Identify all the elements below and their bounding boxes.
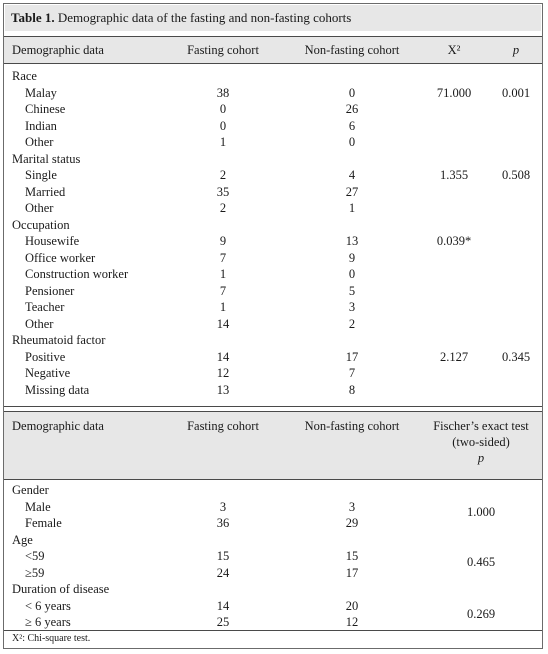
row-label: Other [25, 316, 54, 331]
table2-header-nonfasting: Non-fasting cohort [304, 419, 400, 433]
fasting-value: 3 [219, 499, 227, 514]
row-label: Other [25, 201, 54, 215]
table1-header-demographic: Demographic data [12, 43, 104, 57]
fasting-value: 38 [216, 85, 230, 100]
nonfasting-value: 3 [348, 300, 356, 314]
nonfasting-value: 0 [348, 85, 356, 100]
group-label: Gender [12, 483, 49, 497]
table1-header-chisquare: X² [447, 43, 461, 57]
table-number: Table 1. [11, 10, 55, 25]
fasting-value: 14 [216, 316, 230, 331]
group-label: Race [12, 69, 37, 83]
nonfasting-value: 6 [348, 118, 356, 133]
row-label: Female [25, 516, 62, 530]
nonfasting-value: 9 [348, 250, 356, 265]
row-label: Positive [25, 349, 66, 364]
table2-p-gender: 1.000 [466, 505, 496, 519]
chisquare-value: 2.127 [439, 349, 469, 364]
fasting-value: 7 [219, 283, 227, 298]
fasting-value: 25 [216, 615, 230, 629]
fasting-value: 2 [219, 201, 227, 215]
row-label: Malay [25, 85, 57, 100]
group-label: Rheumatoid factor [12, 333, 106, 347]
row-label: ≥ 6 years [25, 615, 71, 629]
table1-header-rule [4, 63, 542, 64]
chisquare-value: 1.355 [439, 168, 469, 182]
table2-header-rule [4, 479, 542, 480]
nonfasting-value: 3 [348, 499, 356, 514]
table2-header-exact-test: Fischer’s exact test [433, 419, 529, 433]
nonfasting-value: 17 [345, 565, 359, 580]
nonfasting-value: 29 [345, 516, 359, 530]
fasting-value: 1 [219, 267, 227, 281]
fasting-value: 9 [219, 234, 227, 248]
table2-bottom-rule [4, 630, 542, 631]
table1-header-p: p [512, 43, 520, 57]
chisquare-value: 0.039* [436, 234, 472, 248]
table2-header-p: p [477, 451, 485, 465]
fasting-value: 0 [219, 118, 227, 133]
nonfasting-value: 13 [345, 234, 359, 248]
table2-header-demographic: Demographic data [12, 419, 104, 433]
row-label: Married [25, 184, 66, 199]
nonfasting-value: 5 [348, 283, 356, 298]
row-label: ≥59 [25, 565, 45, 580]
nonfasting-value: 0 [348, 267, 356, 281]
nonfasting-value: 17 [345, 349, 359, 364]
row-label: Chinese [25, 102, 66, 116]
table1-header-fasting: Fasting cohort [187, 43, 259, 57]
row-label: Single [25, 168, 57, 182]
nonfasting-value: 8 [348, 382, 356, 397]
nonfasting-value: 7 [348, 366, 356, 380]
table-caption [5, 5, 541, 31]
nonfasting-value: 26 [345, 102, 359, 116]
group-label: Duration of disease [12, 582, 110, 596]
row-label: Negative [25, 366, 71, 380]
fasting-value: 14 [216, 598, 230, 613]
nonfasting-value: 15 [345, 549, 359, 563]
row-label: Housewife [25, 234, 80, 248]
chisquare-value: 71.000 [436, 85, 472, 100]
row-label: Teacher [25, 300, 65, 314]
table-title: Demographic data of the fasting and non-fasting cohorts [57, 10, 352, 25]
fasting-value: 13 [216, 382, 230, 397]
nonfasting-value: 4 [348, 168, 356, 182]
fasting-value: 36 [216, 516, 230, 530]
row-label: Missing data [25, 382, 90, 397]
table2-header-fasting: Fasting cohort [187, 419, 259, 433]
nonfasting-value: 2 [348, 316, 356, 331]
row-label: Pensioner [25, 283, 75, 298]
nonfasting-value: 0 [348, 135, 356, 149]
fasting-value: 15 [216, 549, 230, 563]
fasting-value: 12 [216, 366, 230, 380]
fasting-value: 0 [219, 102, 227, 116]
table2-header-two-sided: (two-sided) [452, 435, 510, 449]
table2-p-age: 0.465 [466, 555, 496, 569]
table1-header-nonfasting: Non-fasting cohort [304, 43, 400, 57]
p-value: 0.345 [501, 349, 531, 364]
group-label: Age [12, 532, 33, 547]
row-label: Indian [25, 118, 57, 133]
group-label: Marital status [12, 151, 81, 166]
footnote: X²: Chi-square test. [12, 633, 91, 644]
group-label: Occupation [12, 217, 70, 232]
row-label: <59 [25, 549, 45, 563]
table-separator-rule-1 [4, 406, 542, 407]
fasting-value: 35 [216, 184, 230, 199]
fasting-value: 24 [216, 565, 230, 580]
fasting-value: 2 [219, 168, 227, 182]
p-value: 0.001 [501, 85, 531, 100]
nonfasting-value: 12 [345, 615, 359, 629]
row-label: Construction worker [25, 267, 129, 281]
fasting-value: 1 [219, 135, 227, 149]
row-label: < 6 years [25, 598, 71, 613]
table2-p-duration: 0.269 [466, 607, 496, 621]
nonfasting-value: 27 [345, 184, 359, 199]
row-label: Other [25, 135, 54, 149]
fasting-value: 1 [219, 300, 227, 314]
fasting-value: 7 [219, 250, 227, 265]
row-label: Office worker [25, 250, 96, 265]
nonfasting-value: 1 [348, 201, 356, 215]
nonfasting-value: 20 [345, 598, 359, 613]
table-figure [3, 3, 543, 649]
p-value: 0.508 [501, 168, 531, 182]
row-label: Male [25, 499, 51, 514]
fasting-value: 14 [216, 349, 230, 364]
